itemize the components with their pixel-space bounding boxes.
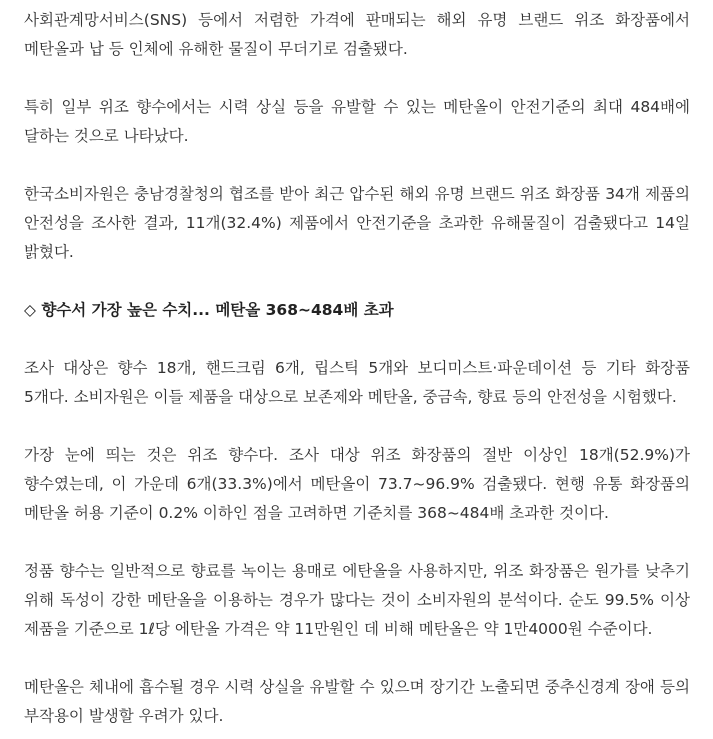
paragraph-gap bbox=[24, 412, 713, 441]
paragraph-perfume-methanol: 특히 일부 위조 향수에서는 시력 상실 등을 유발할 수 있는 메탄올이 안전기준의 최대 484배에 달하는 것으로 나타났다. bbox=[24, 98, 690, 145]
paragraph-gap bbox=[24, 528, 713, 557]
paragraph-side-effects: 메탄올은 체내에 흡수될 경우 시력 상실을 유발할 수 있으며 장기간 노출되면 중추신경계 장애 등의 부작용이 발생할 우려가 있다. bbox=[24, 678, 690, 725]
paragraph-gap bbox=[24, 325, 713, 354]
paragraph-ethanol-vs-methanol: 정품 향수는 일반적으로 향료를 녹이는 용매로 에탄올을 사용하지만, 위조 화장품은 원가를 낮추기 위해 독성이 강한 메탄올을 이용하는 경우가 많다는 것이 소비자원의 분석이다. 순도 99.5% 이상 제품을 기준으로 1ℓ당 에탄올 가격은 약 11만원인 데 비해 메탄올은 약 1만4000원 수준이다. bbox=[24, 562, 690, 638]
paragraph-survey-targets: 조사 대상은 향수 18개, 핸드크림 6개, 립스틱 5개와 보디미스트·파운데이션 등 기타 화장품 5개다. 소비자원은 이들 제품을 대상으로 보존제와 메탄올, 중금속, 향료 등의 안전성을 시험했다. bbox=[24, 359, 690, 406]
paragraph-gap bbox=[24, 151, 713, 180]
paragraph-survey-result: 한국소비자원은 충남경찰청의 협조를 받아 최근 압수된 해외 유명 브랜드 위조 화장품 34개 제품의 안전성을 조사한 결과, 11개(32.4%) 제품에서 안전기준을 초과한 유해물질이 검출됐다고 14일 밝혔다. bbox=[24, 185, 690, 261]
paragraph-gap bbox=[24, 644, 713, 673]
paragraph-intro: 사회관계망서비스(SNS) 등에서 저렴한 가격에 판매되는 해외 유명 브랜드 위조 화장품에서 메탄올과 납 등 인체에 유해한 물질이 무더기로 검출됐다. bbox=[24, 11, 690, 58]
paragraph-gap bbox=[24, 64, 713, 93]
paragraph-gap bbox=[24, 267, 713, 296]
paragraph-fake-perfume: 가장 눈에 띄는 것은 위조 향수다. 조사 대상 위조 화장품의 절반 이상인 18개(52.9%)가 향수였는데, 이 가운데 6개(33.3%)에서 메탄올이 73.7~96.9% 검출됐다. 현행 유통 화장품의 메탄올 허용 기준이 0.2% 이하인 점을 고려하면 기준치를 368~484배 초과한 것이다. bbox=[24, 446, 690, 522]
section-subheading: ◇ 향수서 가장 높은 수치... 메탄올 368~484배 초과 bbox=[24, 301, 394, 319]
